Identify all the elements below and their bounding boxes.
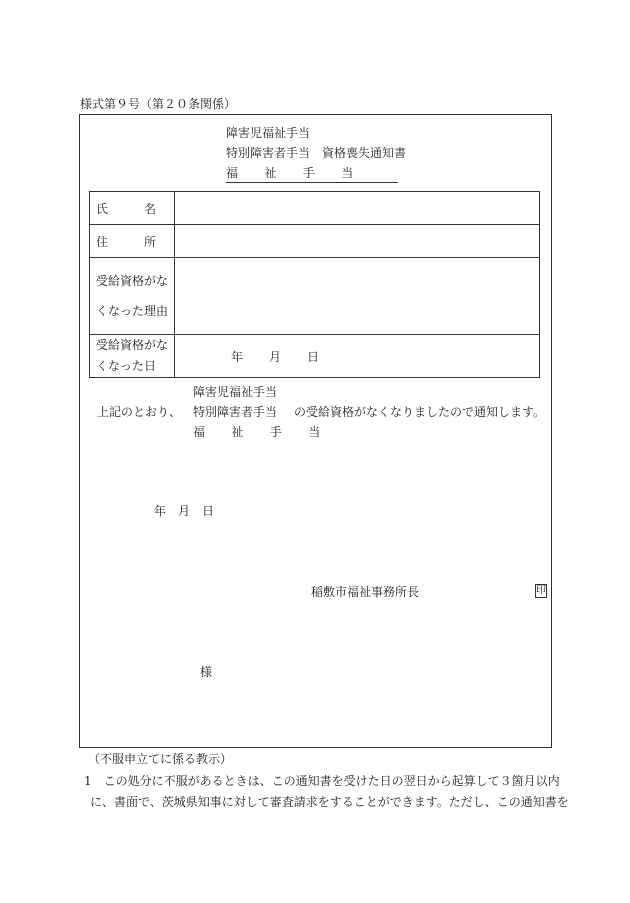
statement-allowance-1: 障害児福祉手当 <box>193 385 278 399</box>
table-row-reason <box>90 258 540 335</box>
date-label <box>90 335 175 378</box>
date-year: 年 <box>231 349 244 364</box>
appeal-notice-heading: （不服申立てに係る教示） <box>88 752 233 766</box>
reason-field[interactable] <box>175 258 540 335</box>
title-allowance-1: 障害児福祉手当 <box>226 126 311 140</box>
statement-suffix: の受給資格がなくなりましたので通知します。 <box>294 405 546 419</box>
date-month: 月 <box>269 349 282 364</box>
date-label-line-2: くなった日 <box>96 359 157 373</box>
info-table <box>89 191 540 378</box>
date-field[interactable] <box>175 335 540 378</box>
title-allowance-3: 福 祉 手 当 <box>226 166 361 180</box>
addressee-honorific: 様 <box>200 665 213 679</box>
form-number: 様式第９号（第２０条関係） <box>80 97 237 111</box>
reason-label <box>90 258 175 335</box>
appeal-notice-line-2: に、書面で、茨城県知事に対して審査請求をすることができます。ただし、この通知書を <box>90 795 569 809</box>
seal-mark: 印 <box>536 585 546 596</box>
statement-allowance-3: 福 祉 手 当 <box>193 425 328 439</box>
address-label: 住 所 <box>90 225 175 258</box>
name-label: 氏 名 <box>90 192 175 225</box>
issuer-name: 稲敷市福祉事務所長 <box>311 585 420 599</box>
table-row-date <box>90 335 540 378</box>
table-row-name <box>90 192 540 225</box>
statement-allowance-2: 特別障害者手当 <box>193 405 278 419</box>
table-row-address <box>90 225 540 258</box>
title-main: 特別障害者手当 資格喪失通知書 <box>226 146 407 160</box>
name-field[interactable] <box>175 192 540 225</box>
title-underline <box>226 182 398 183</box>
issue-date: 年 月 日 <box>154 504 215 518</box>
reason-label-line-1: 受給資格がな <box>96 274 169 288</box>
date-day: 日 <box>307 349 320 364</box>
statement-prefix: 上記のとおり、 <box>97 405 182 419</box>
address-field[interactable] <box>175 225 540 258</box>
reason-label-line-2: くなった理由 <box>96 304 169 318</box>
date-label-line-1: 受給資格がな <box>96 338 169 352</box>
appeal-notice-line-1: 1 この処分に不服があるときは、この通知書を受けた日の翌日から起算して３箇月以内 <box>84 774 560 788</box>
